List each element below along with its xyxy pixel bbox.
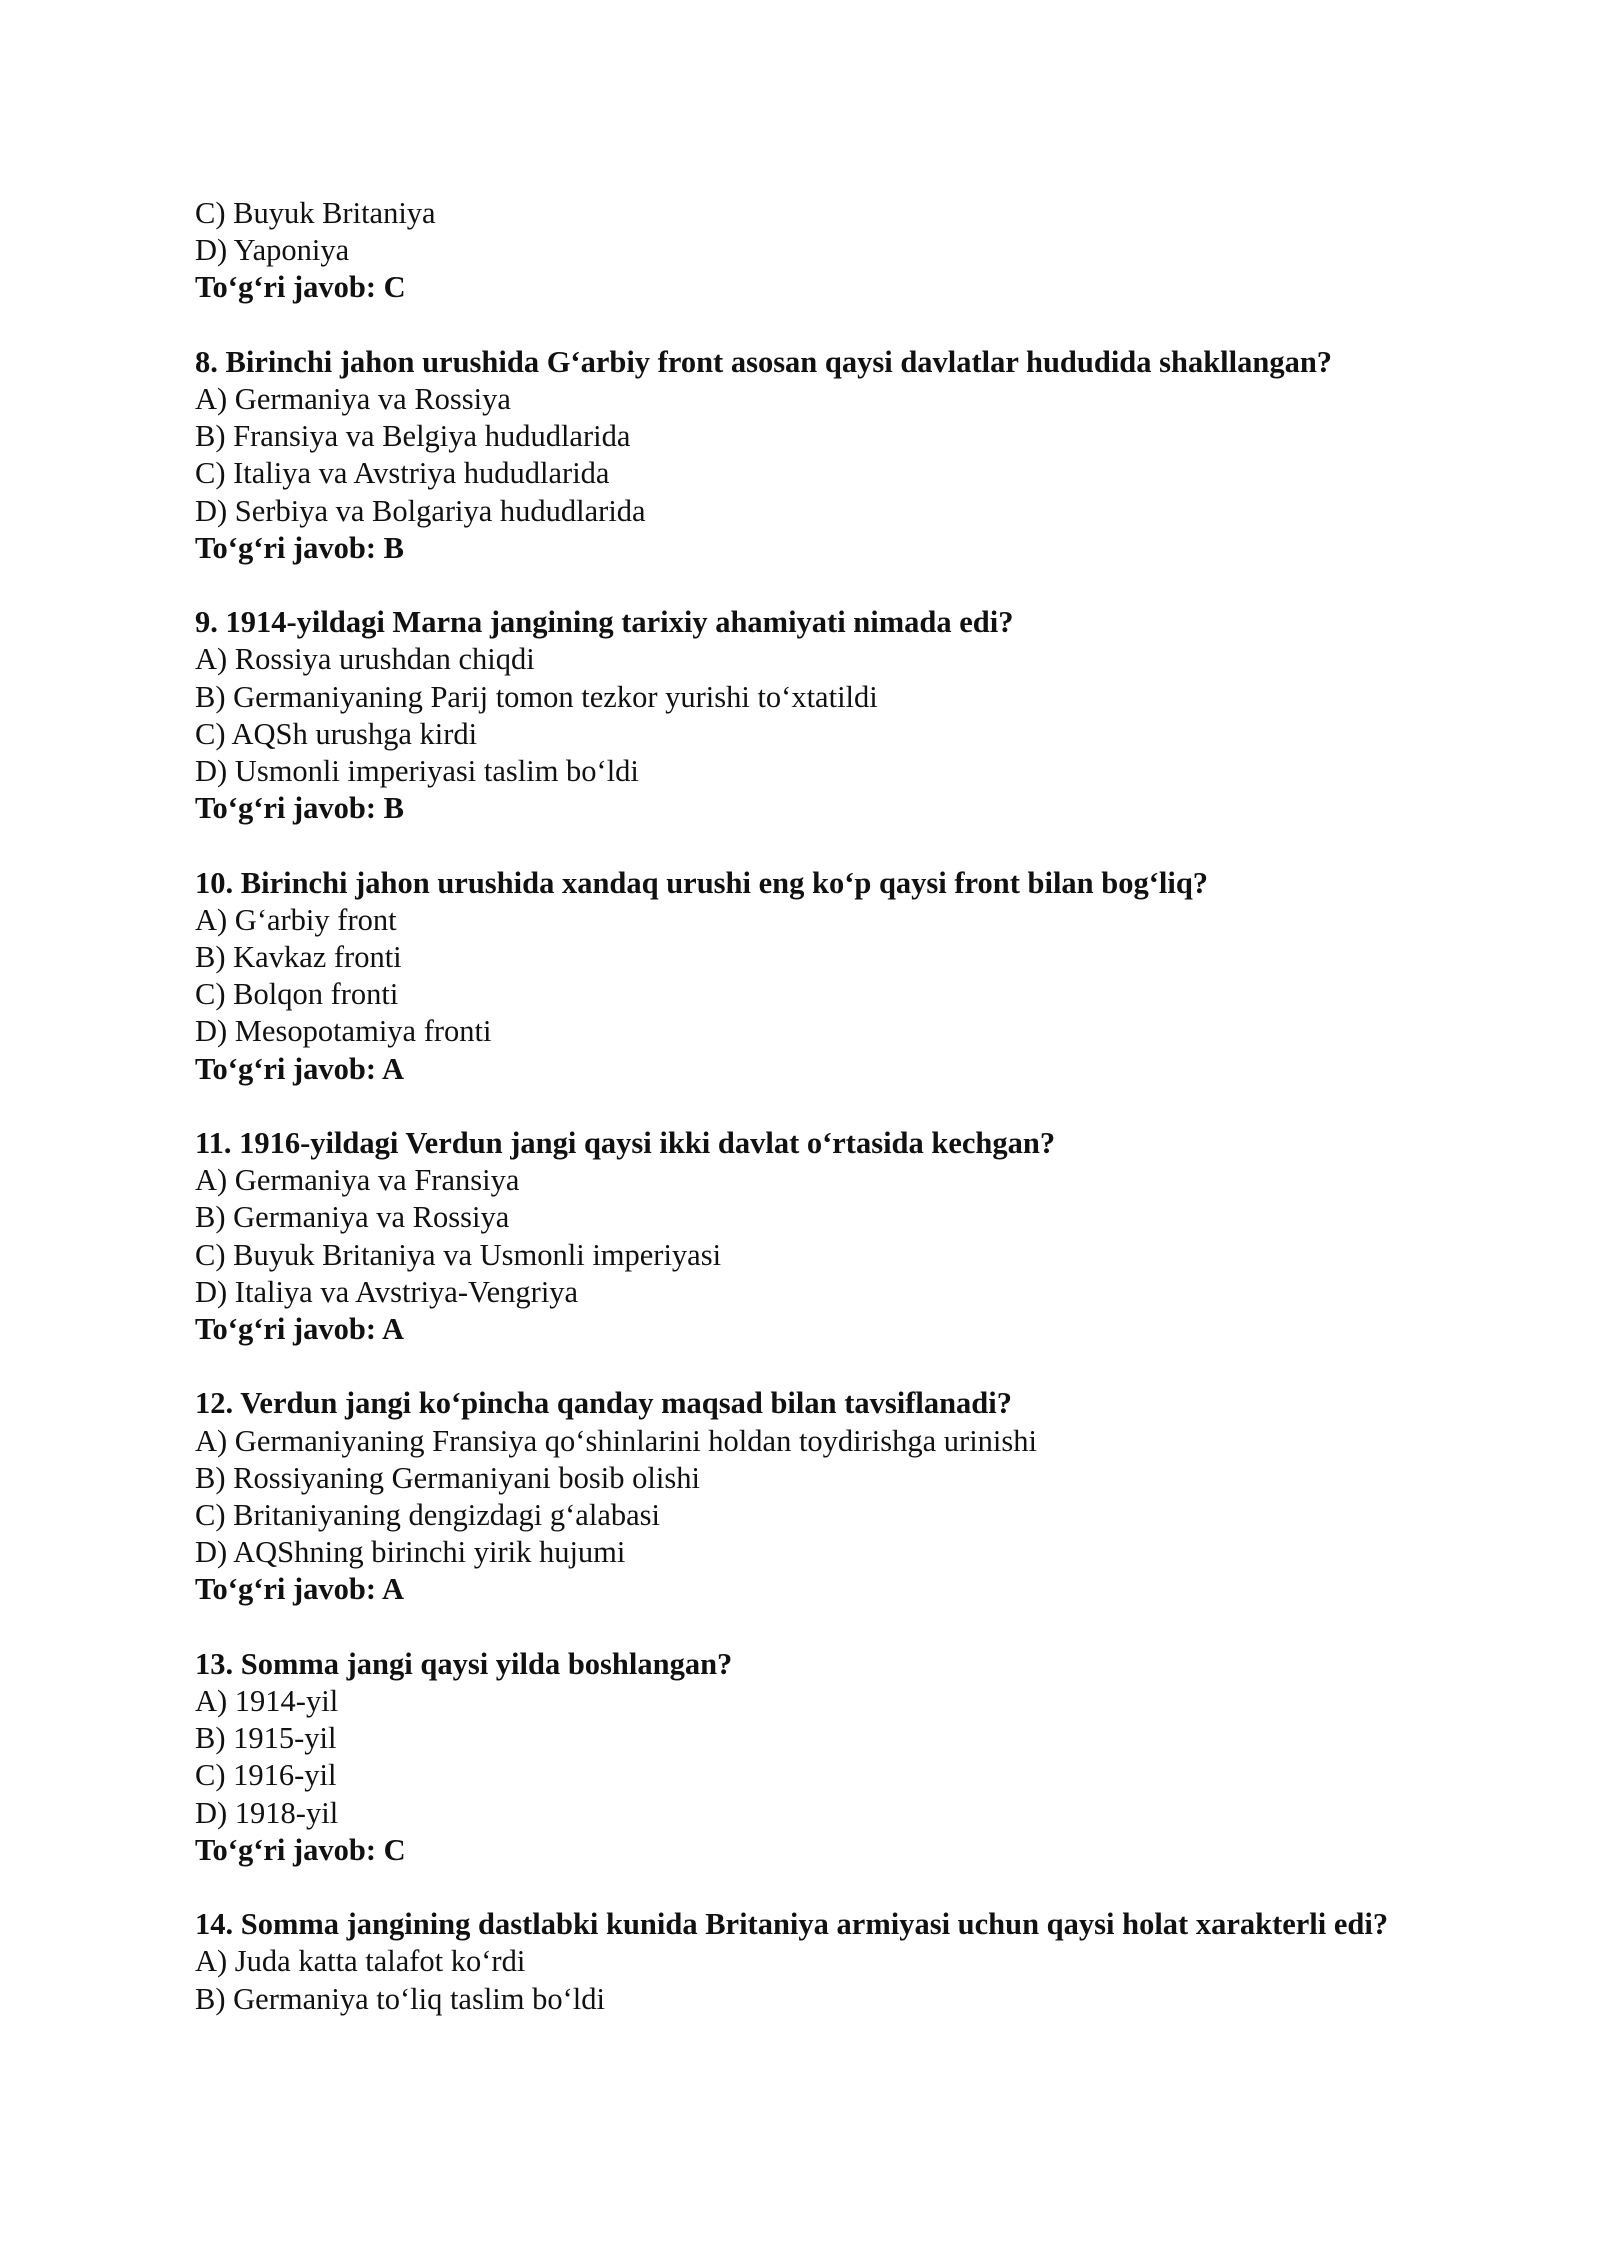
spacer [195, 1348, 1435, 1385]
correct-answer: To‘g‘ri javob: B [195, 530, 404, 565]
question-13 [195, 1646, 1435, 1869]
spacer [195, 307, 1435, 344]
question-9 [195, 604, 1435, 827]
option-b: B) Germaniya to‘liq taslim bo‘ldi [195, 1981, 605, 2016]
option-a: A) Rossiya urushdan chiqdi [195, 642, 535, 677]
option-c: C) AQSh urushga kirdi [195, 716, 478, 751]
option-b: B) Kavkaz fronti [195, 940, 402, 975]
option-a: A) Germaniya va Rossiya [195, 382, 511, 416]
spacer [195, 1869, 1435, 1906]
correct-answer: To‘g‘ri javob: C [195, 270, 406, 305]
option-c: C) Italiya va Avstriya hududlarida [195, 456, 610, 491]
correct-answer: To‘g‘ri javob: A [195, 1572, 404, 1607]
option-c: C) Bolqon fronti [195, 977, 399, 1012]
option-a: A) Juda katta talafot ko‘rdi [195, 1944, 526, 1979]
option-a: A) Germaniyaning Fransiya qo‘shinlarini holdan toydirishga urinishi [195, 1423, 1037, 1458]
question-7-tail [195, 195, 1435, 307]
option-b: B) Fransiya va Belgiya hududlarida [195, 419, 631, 454]
question-text: 13. Somma jangi qaysi yilda boshlangan? [195, 1646, 733, 1681]
question-text: 9. 1914-yildagi Marna jangining tarixiy ahamiyati nimada edi? [195, 605, 1014, 640]
spacer [195, 1609, 1435, 1646]
question-text: 12. Verdun jangi ko‘pincha qanday maqsad bilan tavsiflanadi? [195, 1386, 1012, 1421]
option-c: C) Britaniyaning dengizdagi g‘alabasi [195, 1498, 660, 1533]
option-d: D) Serbiya va Bolgariya hududlarida [195, 493, 646, 528]
correct-answer: To‘g‘ri javob: A [195, 1312, 404, 1347]
option-b: B) Rossiyaning Germaniyani bosib olishi [195, 1460, 700, 1495]
question-11 [195, 1125, 1435, 1348]
option-c: C) Buyuk Britaniya va Usmonli imperiyasi [195, 1237, 722, 1272]
option-a: A) 1914-yil [195, 1684, 339, 1719]
option-d: D) Yaponiya [195, 233, 350, 268]
question-12 [195, 1385, 1435, 1608]
correct-answer: To‘g‘ri javob: A [195, 1051, 404, 1086]
option-d: D) Italiya va Avstriya-Vengriya [195, 1274, 579, 1309]
option-d: D) 1918-yil [195, 1795, 339, 1830]
spacer [195, 1088, 1435, 1125]
option-a: A) Germaniya va Fransiya [195, 1163, 520, 1198]
question-text: 10. Birinchi jahon urushida xandaq urushi eng ko‘p qaysi front bilan bog‘liq? [195, 865, 1209, 900]
option-d: D) Mesopotamiya fronti [195, 1014, 492, 1049]
spacer [195, 827, 1435, 864]
option-b: B) Germaniya va Rossiya [195, 1200, 510, 1235]
option-c: C) 1916-yil [195, 1758, 337, 1793]
option-a: A) G‘arbiy front [195, 902, 397, 937]
spacer [195, 567, 1435, 604]
question-10 [195, 865, 1435, 1088]
question-text: 11. 1916-yildagi Verdun jangi qaysi ikki davlat o‘rtasida kechgan? [195, 1126, 1056, 1161]
correct-answer: To‘g‘ri javob: B [195, 791, 404, 826]
option-d: D) Usmonli imperiyasi taslim bo‘ldi [195, 754, 639, 789]
correct-answer: To‘g‘ri javob: C [195, 1832, 406, 1867]
question-8 [195, 344, 1435, 567]
question-14 [195, 1906, 1435, 2018]
document-page [195, 195, 1435, 2018]
option-b: B) 1915-yil [195, 1721, 337, 1756]
option-c: C) Buyuk Britaniya [195, 196, 436, 230]
option-d: D) AQShning birinchi yirik hujumi [195, 1535, 626, 1570]
question-text: 14. Somma jangining dastlabki kunida Britaniya armiyasi uchun qaysi holat xarakterli edi? [195, 1907, 1389, 1942]
option-b: B) Germaniyaning Parij tomon tezkor yurishi to‘xtatildi [195, 679, 878, 714]
question-text: 8. Birinchi jahon urushida G‘arbiy front asosan qaysi davlatlar hududida shakllangan? [195, 344, 1333, 379]
